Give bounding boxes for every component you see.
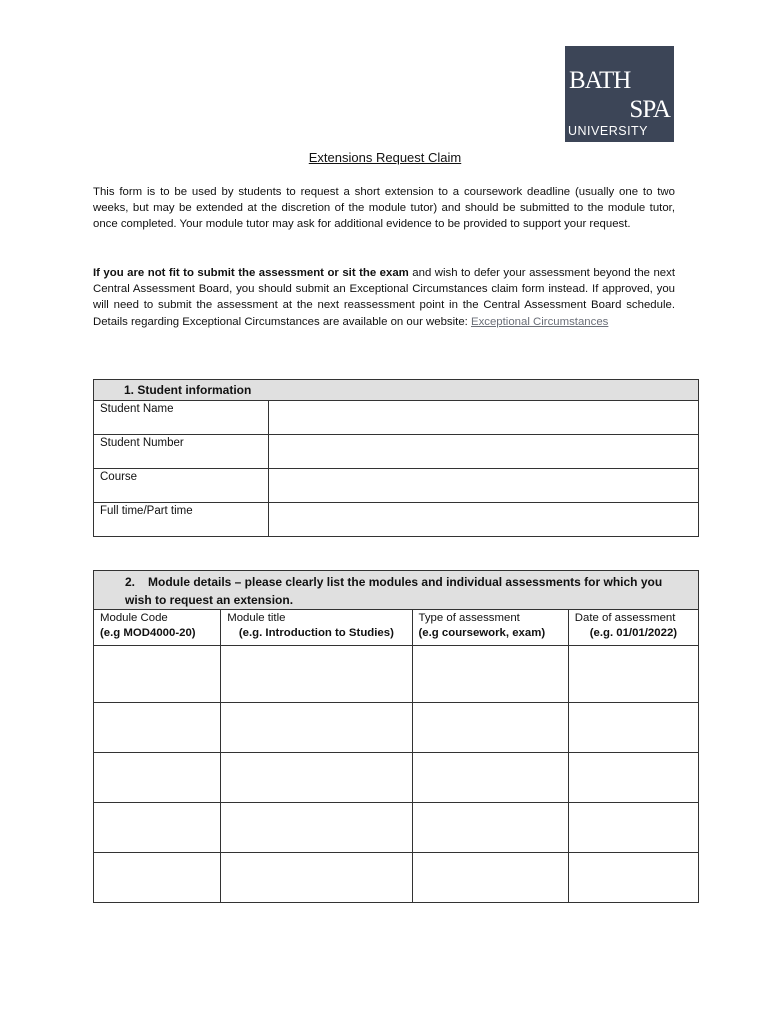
column-type-of-assessment xyxy=(412,610,568,646)
column-label: Date of assessment xyxy=(574,612,676,624)
column-label: Type of assessment xyxy=(418,612,520,624)
column-module-code xyxy=(94,610,221,646)
column-label: Module Code xyxy=(100,612,168,624)
module-row xyxy=(94,703,699,753)
module-details-table xyxy=(93,570,699,903)
intro-paragraph: This form is to be used by students to request a short extension to a coursework deadline (usually one to two weeks, but may be extended at the discretion of the module tutor) and should be submitted to the module tutor, once completed. Your module tutor may ask for additional evidence to be provided to support your request. xyxy=(93,186,675,231)
column-hint: (e.g MOD4000-20) xyxy=(100,627,196,639)
logo-line-bath: BATH xyxy=(569,67,631,94)
assessment-type-cell[interactable] xyxy=(412,646,568,703)
column-date-of-assessment xyxy=(568,610,698,646)
university-logo xyxy=(565,46,674,142)
assessment-type-cell[interactable] xyxy=(412,853,568,903)
module-row xyxy=(94,803,699,853)
module-title-cell[interactable] xyxy=(221,646,412,703)
course-label: Course xyxy=(94,469,269,503)
module-title-cell[interactable] xyxy=(221,753,412,803)
assessment-type-cell[interactable] xyxy=(412,753,568,803)
column-label: Module title xyxy=(227,612,286,624)
module-row xyxy=(94,646,699,703)
module-code-cell[interactable] xyxy=(94,853,221,903)
module-code-cell[interactable] xyxy=(94,753,221,803)
logo-line-university: UNIVERSITY xyxy=(568,124,649,138)
defer-bold-text: If you are not fit to submit the assessment or sit the exam xyxy=(93,267,409,279)
study-mode-label: Full time/Part time xyxy=(94,503,269,537)
student-number-label: Student Number xyxy=(94,435,269,469)
column-hint: (e.g. Introduction to Studies) xyxy=(238,627,394,639)
course-field[interactable] xyxy=(269,469,699,503)
assessment-date-cell[interactable] xyxy=(568,803,698,853)
module-details-number: 2. xyxy=(125,575,136,589)
column-hint: (e.g coursework, exam) xyxy=(418,627,546,639)
module-details-heading-text: Module details – please clearly list the modules and individual assessments for which you wish to request an extension. xyxy=(125,575,663,607)
module-row xyxy=(94,853,699,903)
exceptional-circumstances-link[interactable]: Exceptional Circumstances xyxy=(470,315,609,328)
module-details-heading xyxy=(94,571,699,610)
module-title-cell[interactable] xyxy=(221,703,412,753)
module-title-cell[interactable] xyxy=(221,853,412,903)
module-code-cell[interactable] xyxy=(94,646,221,703)
column-module-title xyxy=(221,610,412,646)
module-row xyxy=(94,753,699,803)
assessment-date-cell[interactable] xyxy=(568,703,698,753)
student-name-label: Student Name xyxy=(94,401,269,435)
logo-line-spa: SPA xyxy=(629,96,670,123)
form-title: Extensions Request Claim xyxy=(308,150,462,165)
student-information-table xyxy=(93,379,699,537)
assessment-date-cell[interactable] xyxy=(568,853,698,903)
column-hint: (e.g. 01/01/2022) xyxy=(589,627,678,639)
assessment-type-cell[interactable] xyxy=(412,803,568,853)
defer-text: and wish to defer your assessment beyond the next Central Assessment Board, you should submit an Exceptional Circumstances claim form instead. If approved, you will need to submit the assessment at the next reassessment point in the Central Assessment Board schedule. Details regarding Exceptional Circumstances are available on our website: xyxy=(93,267,676,328)
student-information-heading: 1. Student information xyxy=(94,380,699,401)
study-mode-field[interactable] xyxy=(269,503,699,537)
student-name-field[interactable] xyxy=(269,401,699,435)
assessment-type-cell[interactable] xyxy=(412,703,568,753)
module-title-cell[interactable] xyxy=(221,803,412,853)
module-code-cell[interactable] xyxy=(94,703,221,753)
module-code-cell[interactable] xyxy=(94,803,221,853)
assessment-date-cell[interactable] xyxy=(568,753,698,803)
student-number-field[interactable] xyxy=(269,435,699,469)
defer-paragraph xyxy=(93,265,675,330)
assessment-date-cell[interactable] xyxy=(568,646,698,703)
